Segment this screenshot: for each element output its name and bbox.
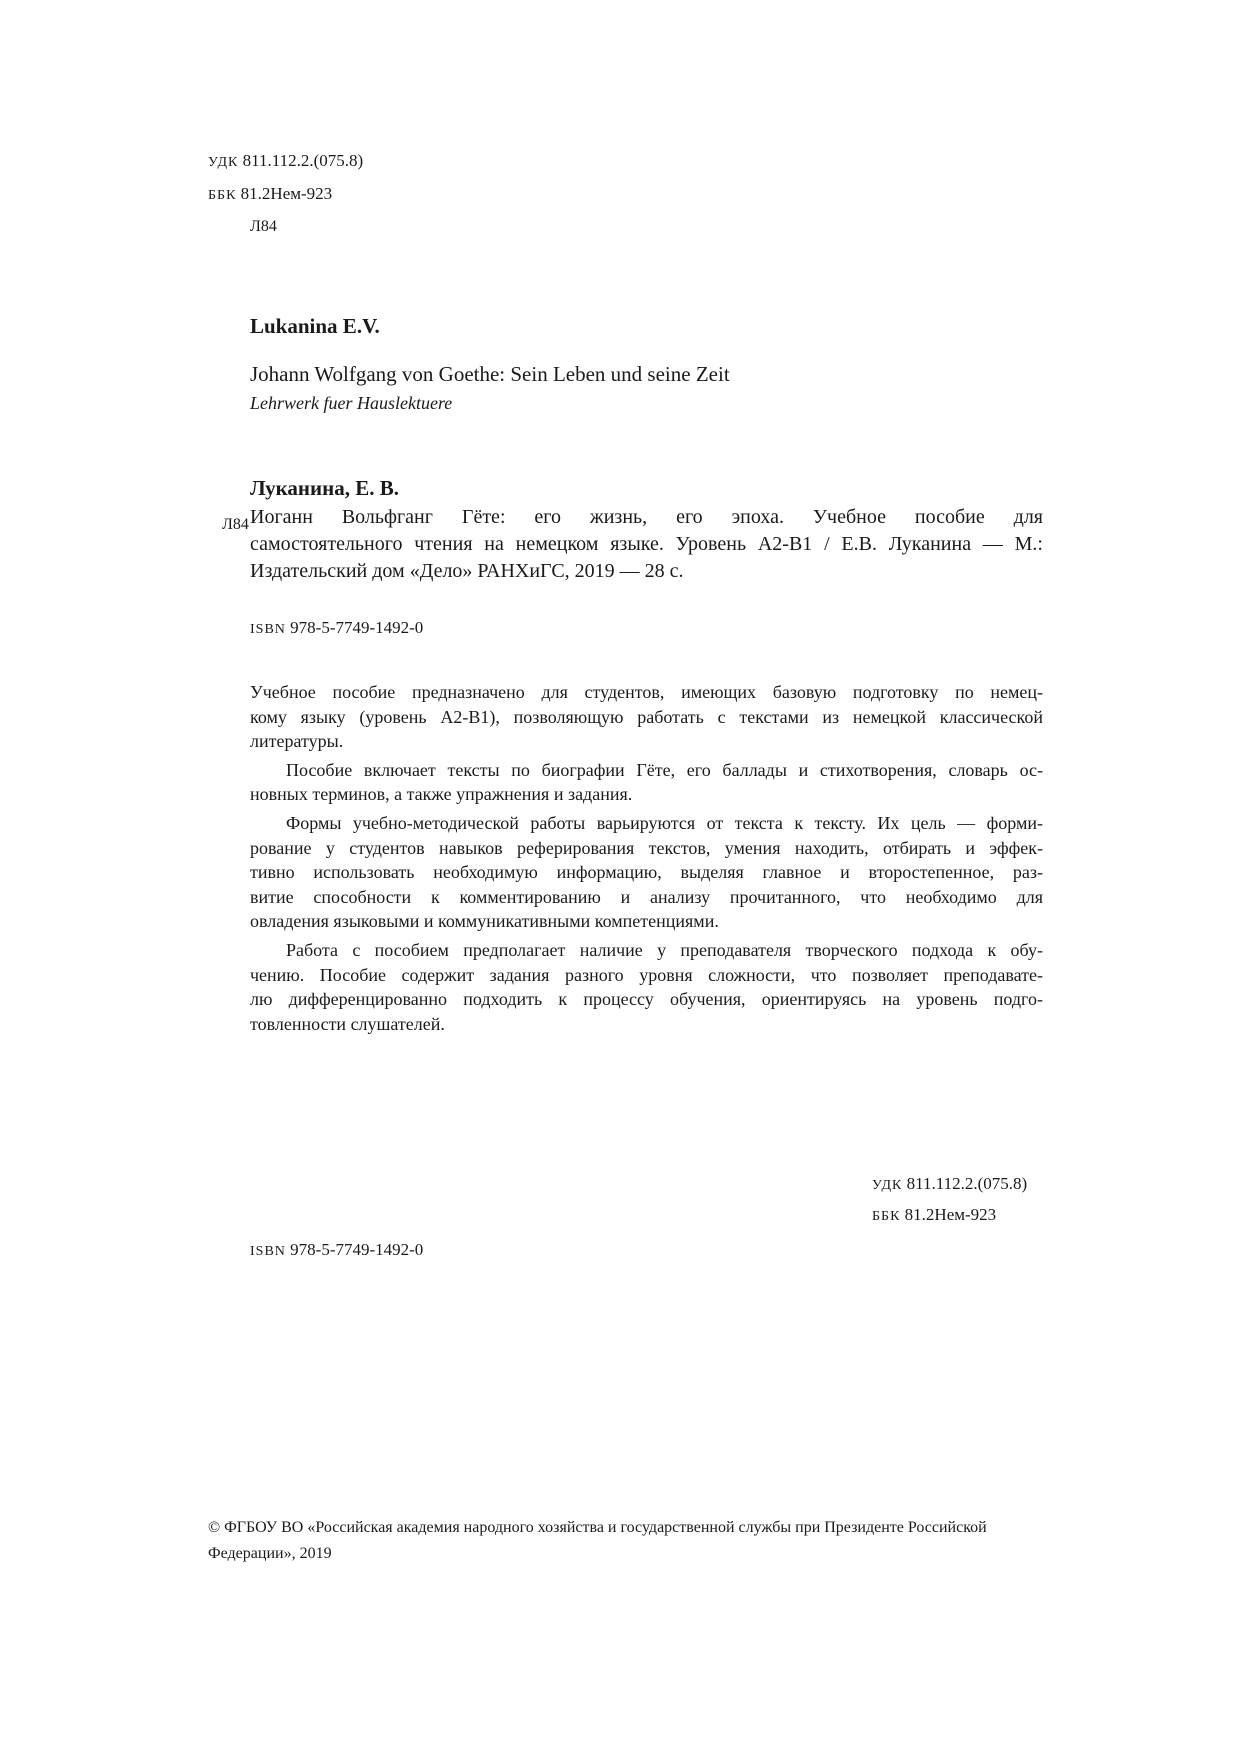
- author-mark-top: Л84: [250, 218, 277, 235]
- annotation-line: новных терминов, а также упражнения и задания.: [250, 784, 633, 805]
- annotation-line: тивно использовать необходимую информацию, выделяя главное и второстепенное, раз-: [250, 862, 1043, 883]
- isbn-top: [250, 618, 423, 638]
- foreign-subtitle: Lehrwerk fuer Hauslektuere: [250, 393, 453, 413]
- annotation-line: Пособие включает тексты по биографии Гёте, его баллады и стихотворения, словарь ос-: [286, 759, 1043, 780]
- isbn-value: 978-5-7749-1492-0: [290, 618, 424, 637]
- foreign-title: Johann Wolfgang von Goethe: Sein Leben und seine Zeit: [250, 362, 730, 386]
- foreign-author: Lukanina E.V.: [250, 314, 380, 338]
- isbn-label: ISBN: [250, 622, 286, 637]
- copyright-line: © ФГБОУ ВО «Российская академия народного хозяйства и государственной службы при Президенте Российской: [208, 1519, 987, 1536]
- annotation-line: Формы учебно-методической работы варьируются от текста к тексту. Их цель — форми-: [286, 812, 1043, 833]
- bbk-label: ББК: [208, 188, 237, 203]
- udk-bottom: [872, 1174, 1027, 1194]
- biblio-line: Иоганн Вольфганг Гёте: его жизнь, его эпоха. Учебное пособие для: [250, 506, 1043, 528]
- bbk-value: 81.2Нем-923: [904, 1205, 997, 1224]
- bbk-top: [208, 184, 332, 204]
- annotation-line: чению. Пособие содержит задания разного уровня сложности, что позволяет преподавате-: [250, 964, 1043, 985]
- udk-value: 811.112.2.(075.8): [242, 151, 364, 170]
- bibliographic-description: [250, 504, 1043, 585]
- annotation-line: лю дифференцированно подходить к процессу обучения, ориентируясь на уровень подго-: [250, 989, 1043, 1010]
- annotation-line: литературы.: [250, 731, 344, 752]
- margin-mark: Л84: [222, 516, 249, 533]
- copyright-line: Федерации», 2019: [208, 1545, 332, 1562]
- udk-top: [208, 151, 363, 171]
- annotation: [250, 680, 1043, 1036]
- annotation-line: рование у студентов навыков реферирования текстов, умения находить, отбирать и эффек-: [250, 837, 1043, 858]
- bbk-label: ББК: [872, 1209, 901, 1224]
- isbn-label: ISBN: [250, 1244, 286, 1259]
- bbk-value: 81.2Нем-923: [240, 184, 333, 203]
- udk-value: 811.112.2.(075.8): [906, 1174, 1028, 1193]
- biblio-line: самостоятельного чтения на немецком языке. Уровень А2-В1 / Е.В. Луканина — М.:: [250, 533, 1043, 555]
- annotation-line: витие способности к комментированию и анализу прочитанного, что необходимо для: [250, 886, 1043, 907]
- udk-label: УДК: [872, 1178, 903, 1193]
- russian-author: Луканина, Е. В.: [250, 476, 399, 500]
- annotation-line: Учебное пособие предназначено для студентов, имеющих базовую подготовку по немец-: [250, 682, 1043, 702]
- isbn-value: 978-5-7749-1492-0: [290, 1240, 424, 1259]
- annotation-line: овладения языковыми и коммуникативными компетенциями.: [250, 911, 719, 932]
- copyright-notice: [208, 1515, 1058, 1567]
- annotation-line: Работа с пособием предполагает наличие у преподавателя творческого подхода к обу-: [286, 939, 1043, 960]
- annotation-line: кому языку (уровень А2-В1), позволяющую работать с текстами из немецкой классической: [250, 706, 1043, 727]
- annotation-line: товленности слушателей.: [250, 1013, 445, 1034]
- isbn-bottom: [250, 1240, 423, 1260]
- bbk-bottom: [872, 1205, 996, 1225]
- biblio-line: Издательский дом «Дело» РАНХиГС, 2019 — 28 с.: [250, 560, 684, 582]
- udk-label: УДК: [208, 155, 239, 170]
